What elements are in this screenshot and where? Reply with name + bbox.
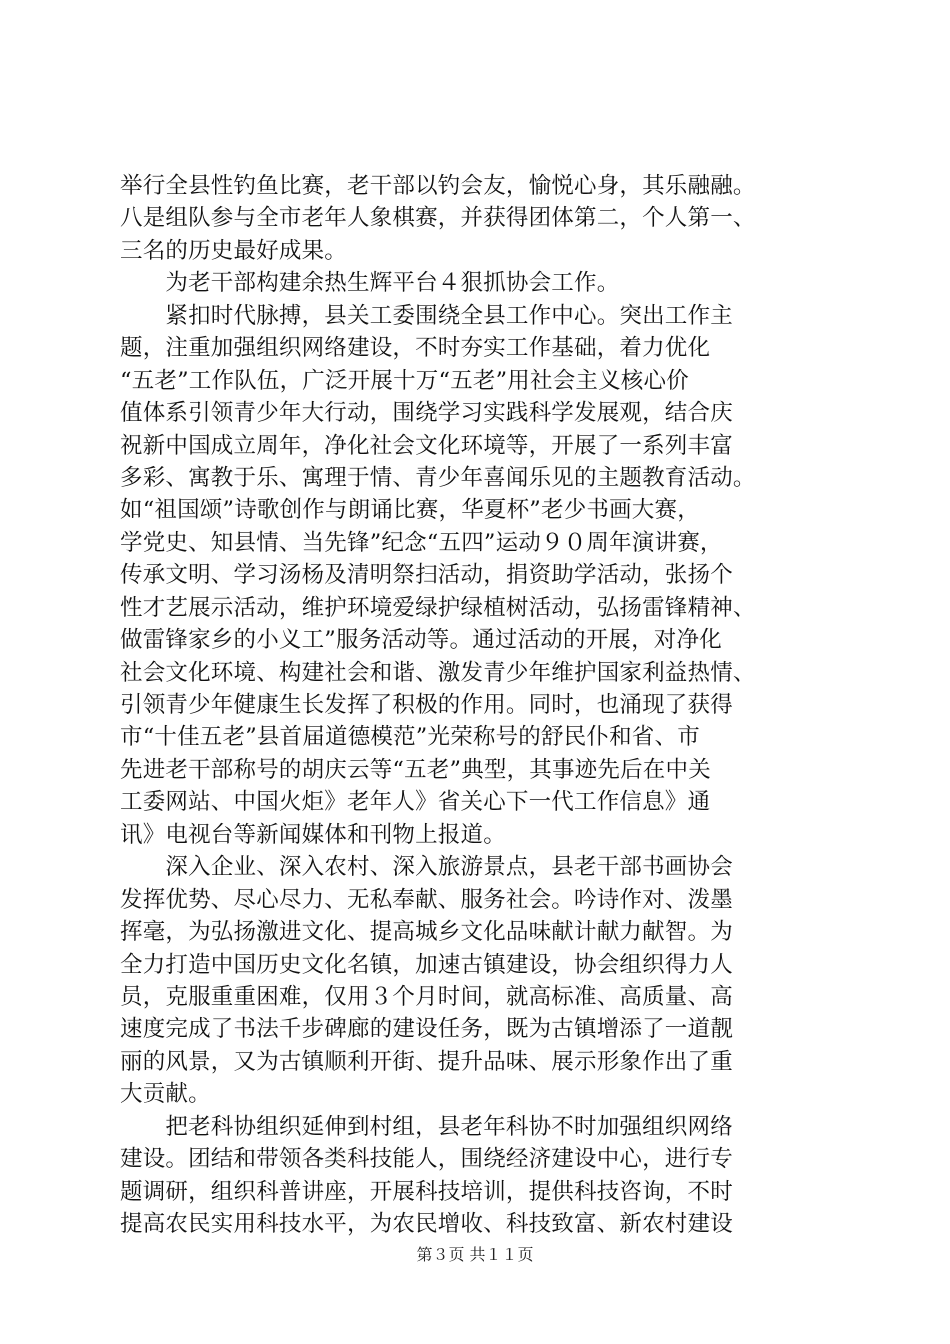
text-line: 三名的历史最好成果。 [120, 237, 348, 264]
text-line: 八是组队参与全市老年人象棋赛，并获得团体第二，个人第一、 [120, 205, 756, 232]
text-line: 性才艺展示活动，维护环境爱绿护绿植树活动，弘扬雷锋精神、 [120, 594, 756, 621]
text-line: 大贡献。 [120, 1081, 211, 1108]
text-line: 市“十佳五老”县首届道德模范”光荣称号的舒民仆和省、市 [120, 724, 700, 751]
text-line: 学党史、知县情、当先锋”纪念“五四”运动９０周年演讲赛， [120, 529, 723, 556]
text-line: 速度完成了书法千步碑廊的建设任务，既为古镇增添了一道靓 [120, 1016, 733, 1043]
text-line: 传承文明、学习汤杨及清明祭扫活动，捐资助学活动，张扬个 [120, 562, 733, 589]
text-line: 工委网站、中国火炬》老年人》省关心下一代工作信息》通 [120, 789, 711, 816]
text-line: 先进老干部称号的胡庆云等“五老”典型，其事迹先后在中关 [120, 756, 711, 783]
page-footer [0, 1244, 950, 1266]
text-line: 如“祖国颂”诗歌创作与朗诵比赛，华夏杯”老少书画大赛， [120, 497, 700, 524]
text-line: 提高农民实用科技水平，为农民增收、科技致富、新农村建设 [120, 1211, 733, 1237]
text-line: 挥毫，为弘扬激进文化、提高城乡文化品味献计献力献智。为 [120, 919, 733, 946]
text-line: 做雷锋家乡的小义工”服务活动等。通过活动的开展，对净化 [120, 627, 722, 654]
text-line: 员，克服重重困难，仅用３个月时间，就高标准、高质量、高 [120, 983, 733, 1010]
text-line: 祝新中国成立周年，净化社会文化环境等，开展了一系列丰富 [120, 432, 733, 459]
text-line: 全力打造中国历史文化名镇，加速古镇建设，协会组织得力人 [120, 951, 733, 978]
text-line: 举行全县性钓鱼比赛，老干部以钓会友，愉悦心身，其乐融融。 [120, 173, 756, 199]
text-line: “五老”工作队伍，广泛开展十万“五老”用社会主义核心价 [120, 367, 689, 394]
text-line: 引领青少年健康生长发挥了积极的作用。同时，也涌现了获得 [120, 692, 733, 718]
text-line: 题，注重加强组织网络建设，不时夯实工作基础，着力优化 [120, 335, 711, 362]
text-line: 社会文化环境、构建社会和谐、激发青少年维护国家利益热情、 [120, 659, 756, 686]
text-line: 深入企业、深入农村、深入旅游景点，县老干部书画协会 [120, 854, 733, 881]
text-line: 讯》电视台等新闻媒体和刊物上报道。 [120, 821, 506, 848]
text-line: 把老科协组织延伸到村组，县老年科协不时加强组织网络 [120, 1113, 733, 1140]
text-line: 多彩、寓教于乐、寓理于情、青少年喜闻乐见的主题教育活动。 [120, 464, 756, 491]
text-line: 值体系引领青少年大行动，围绕学习实践科学发展观，结合庆 [120, 400, 733, 427]
page-number: 第３页 共１１页 [416, 1245, 534, 1264]
text-line: 建设。团结和带领各类科技能人，围绕经济建设中心，进行专 [120, 1146, 733, 1173]
text-line: 为老干部构建余热生辉平台４狠抓协会工作。 [120, 270, 620, 297]
text-line: 紧扣时代脉搏，县关工委围绕全县工作中心。突出工作主 [120, 302, 733, 329]
body-text [120, 170, 832, 1240]
text-line: 发挥优势、尽心尽力、无私奉献、服务社会。吟诗作对、泼墨 [120, 886, 733, 913]
text-line: 丽的风景，又为古镇顺利开街、提升品味、展示形象作出了重 [120, 1048, 733, 1075]
text-line: 题调研，组织科普讲座，开展科技培训，提供科技咨询，不时 [120, 1178, 733, 1205]
